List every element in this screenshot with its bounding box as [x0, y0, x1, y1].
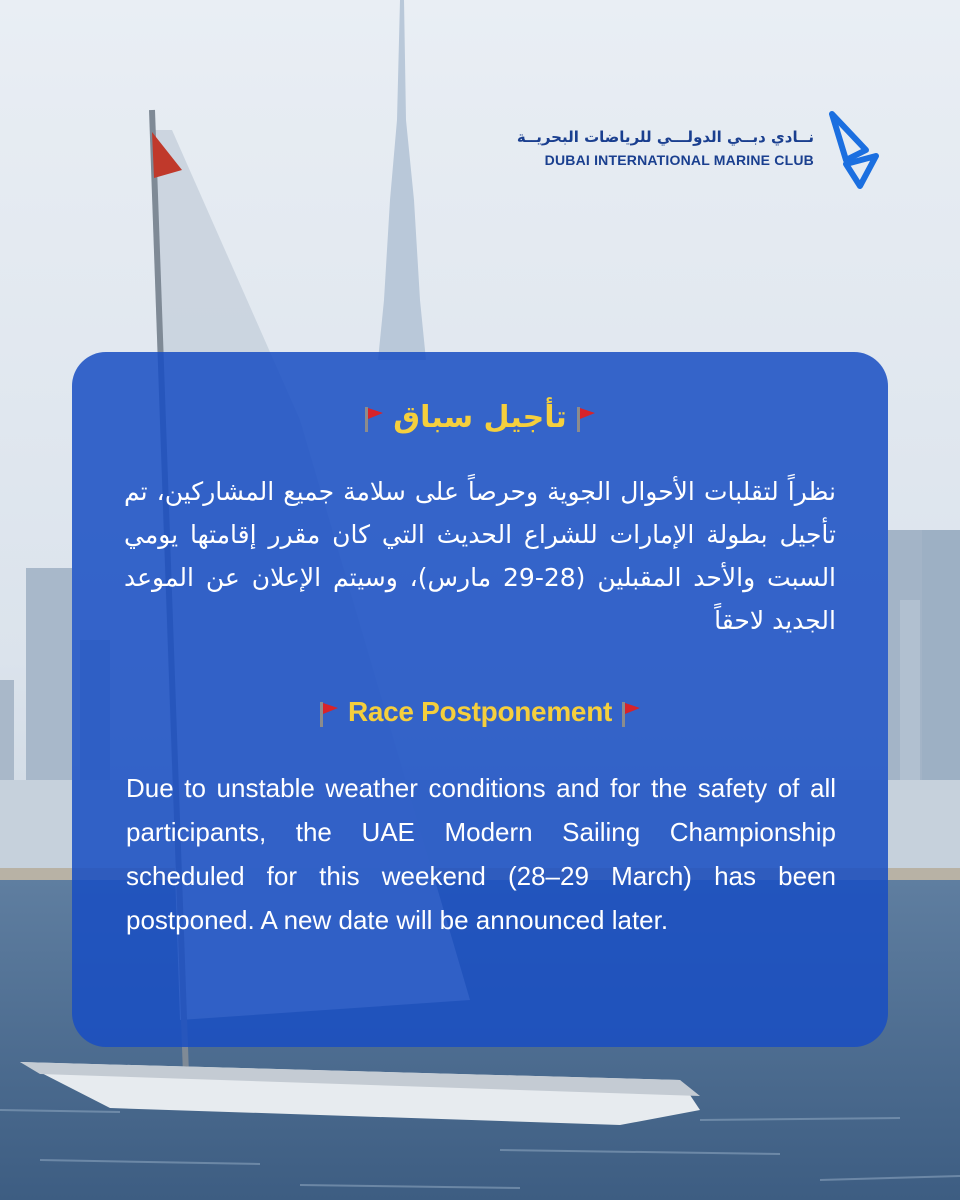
english-body-text: Due to unstable weather conditions and for the safety of all participants, the UAE Modern Sailing Championship scheduled for this weekend (28–29 March) has been postponed. A new date will be announced later.	[126, 773, 836, 935]
arabic-title-row	[72, 400, 888, 435]
english-title: Race Postponement	[347, 696, 613, 727]
arabic-body-text: نظراً لتقلبات الأحوال الجوية وحرصاً على سلامة جميع المشاركين، تم تأجيل بطولة الإمارات للشراع الحديث التي كان مقرر إقامتها يومي السبت والأحد المقبلين (28-29 مارس)، وسيتم الإعلان عن الموعد الجديد لاحقاً	[124, 477, 837, 635]
club-logo	[516, 110, 890, 190]
sail-logo-icon	[822, 110, 886, 190]
announcement-card	[72, 352, 888, 1047]
english-title-row	[72, 696, 888, 728]
logo-name-english: DUBAI INTERNATIONAL MARINE CLUB	[544, 152, 814, 168]
arabic-title: تأجيل سباق	[393, 400, 567, 435]
triangular-flag-icon	[318, 700, 340, 728]
triangular-flag-icon	[620, 700, 642, 728]
logo-name-arabic: نــادي دبــي الدولـــي للرياضات البحريــة	[516, 128, 814, 146]
triangular-flag-icon	[575, 405, 597, 433]
triangular-flag-icon	[363, 405, 385, 433]
